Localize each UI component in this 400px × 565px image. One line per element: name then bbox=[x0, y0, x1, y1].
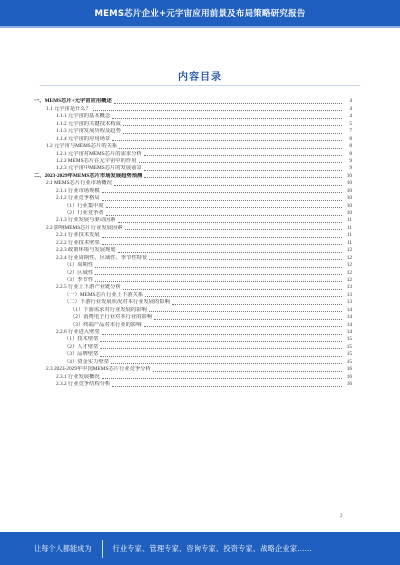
toc-entry-page: 14 bbox=[346, 314, 352, 321]
toc-entry[interactable] bbox=[34, 187, 352, 194]
toc-entry-page: 9 bbox=[349, 165, 352, 172]
toc-leader-dots bbox=[139, 162, 343, 163]
toc-leader-dots bbox=[119, 148, 342, 149]
toc-entry-label: 1.2.2 MEMS芯片在元宇宙中的作用 bbox=[56, 157, 137, 164]
toc-entry-label: 2.1.1 行业市场规模 bbox=[56, 187, 100, 194]
toc-entry[interactable] bbox=[34, 366, 352, 373]
toc-entry-label: （2）人才壁垒 bbox=[64, 343, 99, 350]
toc-entry-label: （3）终端产品对本行业的影响 bbox=[70, 321, 142, 328]
toc-entry[interactable] bbox=[34, 98, 352, 105]
report-footer bbox=[0, 532, 400, 565]
toc-entry-page: 5 bbox=[349, 120, 352, 127]
toc-entry-page: 4 bbox=[349, 98, 352, 105]
toc-entry-label: 2.2.2 行业技术壁垒 bbox=[56, 239, 100, 246]
toc-entry-page: 15 bbox=[346, 358, 352, 365]
toc-entry-label: 2.1.2 行业竞争格局 bbox=[56, 195, 100, 202]
toc-entry-page: 15 bbox=[346, 351, 352, 358]
toc-entry-page: 14 bbox=[346, 321, 352, 328]
toc-leader-dots bbox=[123, 289, 342, 290]
toc-entry[interactable] bbox=[34, 262, 352, 269]
toc-leader-dots bbox=[102, 192, 342, 193]
page-number: 2 bbox=[340, 514, 343, 519]
toc-entry-label: 1.1 元宇宙是什么？ bbox=[46, 105, 92, 112]
report-header bbox=[0, 0, 400, 26]
toc-entry-label: 2.3 2023-2029年中国MEMS芯片行业竞争分析 bbox=[46, 366, 151, 373]
toc-leader-dots bbox=[125, 229, 342, 230]
toc-entry[interactable] bbox=[34, 239, 352, 246]
toc-entry[interactable] bbox=[34, 373, 352, 380]
toc-entry-page: 13 bbox=[346, 284, 352, 291]
toc-entry-label: （2）消费电子行业对本行业的影响 bbox=[70, 314, 153, 321]
toc-entry-page: 11 bbox=[346, 232, 352, 239]
toc-entry[interactable] bbox=[34, 381, 352, 388]
toc-entry-page: 4 bbox=[349, 105, 352, 112]
toc-entry[interactable] bbox=[34, 143, 352, 150]
header-rule bbox=[0, 26, 400, 28]
toc-entry-label: 2.2.3 政策环境与发展规划 bbox=[56, 247, 116, 254]
toc-entry[interactable] bbox=[34, 299, 352, 306]
toc-entry-page: 16 bbox=[346, 366, 352, 373]
toc-entry-label: 1.2.3 元宇宙中MEMS芯片的发展前景 bbox=[56, 165, 142, 172]
toc-entry-page: 7 bbox=[349, 128, 352, 135]
toc-entry[interactable] bbox=[34, 232, 352, 239]
toc-entry[interactable] bbox=[34, 105, 352, 112]
toc-entry[interactable] bbox=[34, 254, 352, 261]
toc-entry-label: 1.1.3 元宇宙发展历程及趋势 bbox=[56, 128, 121, 135]
toc-heading-rule bbox=[40, 85, 360, 86]
toc-leader-dots bbox=[100, 341, 342, 342]
toc-entry-label: 2.1.3 行业发展与驱动因素 bbox=[56, 217, 116, 224]
toc-leader-dots bbox=[112, 386, 342, 387]
toc-entry-page: 13 bbox=[346, 299, 352, 306]
toc-leader-dots bbox=[145, 296, 342, 297]
toc-entry-label: 2.2 影响MEMS芯片行业发展因素 bbox=[46, 224, 123, 231]
toc-leader-dots bbox=[102, 200, 342, 201]
toc-entry[interactable] bbox=[34, 150, 352, 157]
toc-leader-dots bbox=[149, 311, 342, 312]
toc-entry-label: 2.1 MEMS芯片行业市场概况 bbox=[46, 180, 112, 187]
toc-entry-label: 一、MEMS芯片+元宇宙应用概述 bbox=[34, 98, 112, 105]
toc-entry[interactable] bbox=[34, 351, 352, 358]
toc-leader-dots bbox=[102, 378, 342, 379]
toc-entry[interactable] bbox=[34, 158, 352, 165]
toc-entry-label: 2.2.5 行业上下游产业链分析 bbox=[56, 284, 121, 291]
toc-leader-dots bbox=[111, 363, 342, 364]
table-of-contents bbox=[34, 98, 352, 388]
toc-leader-dots bbox=[102, 334, 342, 335]
toc-leader-dots bbox=[100, 348, 342, 349]
toc-entry-label: 2.2.4 行业周期性、区域性、季节性特征 bbox=[56, 254, 148, 261]
toc-entry[interactable] bbox=[34, 224, 352, 231]
toc-entry-page: 10 bbox=[346, 210, 352, 216]
toc-entry-label: 2.2.6 行业进入壁垒 bbox=[56, 329, 100, 335]
footer-divider bbox=[102, 540, 103, 558]
toc-leader-dots bbox=[95, 267, 342, 268]
toc-leader-dots bbox=[93, 110, 342, 111]
toc-leader-dots bbox=[106, 215, 342, 216]
toc-leader-dots bbox=[144, 177, 342, 178]
toc-entry-page: 14 bbox=[346, 306, 352, 313]
toc-leader-dots bbox=[118, 252, 342, 253]
toc-entry-page: 10 bbox=[346, 172, 352, 179]
toc-leader-dots bbox=[114, 103, 342, 104]
toc-entry-page: 13 bbox=[346, 291, 352, 298]
toc-leader-dots bbox=[95, 281, 342, 282]
toc-leader-dots bbox=[102, 237, 342, 238]
toc-entry[interactable] bbox=[34, 284, 352, 291]
toc-entry-label: （1）技术壁垒 bbox=[64, 336, 99, 343]
toc-entry[interactable] bbox=[34, 210, 352, 217]
toc-entry-page: 16 bbox=[346, 381, 352, 388]
toc-leader-dots bbox=[123, 133, 342, 134]
toc-leader-dots bbox=[144, 326, 342, 327]
toc-leader-dots bbox=[149, 259, 342, 260]
toc-entry[interactable] bbox=[34, 172, 352, 179]
toc-entry-label: 2.2.1 行业技术发展 bbox=[56, 232, 100, 239]
toc-entry[interactable] bbox=[34, 321, 352, 328]
toc-entry-label: （1）周期性 bbox=[64, 262, 94, 269]
toc-entry-page: 11 bbox=[346, 224, 352, 231]
toc-entry-label: （2）区域性 bbox=[64, 269, 94, 276]
footer-slogan-left: 让每个人都能成为 bbox=[34, 543, 92, 553]
toc-entry[interactable] bbox=[34, 336, 352, 343]
toc-leader-dots bbox=[95, 274, 342, 275]
toc-leader-dots bbox=[154, 319, 342, 320]
toc-entry[interactable] bbox=[34, 358, 352, 365]
toc-leader-dots bbox=[102, 244, 342, 245]
toc-entry[interactable] bbox=[34, 165, 352, 172]
toc-entry-page: 10 bbox=[346, 187, 352, 194]
toc-entry-label: 二、2023-2029年MEMS芯片市场发展趋势预测 bbox=[34, 172, 143, 179]
toc-entry-page: 9 bbox=[349, 157, 352, 164]
toc-entry[interactable] bbox=[34, 195, 352, 202]
toc-entry[interactable] bbox=[34, 314, 352, 321]
toc-entry[interactable] bbox=[34, 135, 352, 142]
toc-entry-label: （一）MEMS芯片行业上下游关系 bbox=[64, 291, 144, 298]
toc-entry[interactable] bbox=[34, 180, 352, 187]
toc-entry-page: 8 bbox=[349, 143, 352, 150]
toc-entry-label: （4）资金实力壁垒 bbox=[64, 358, 110, 365]
toc-leader-dots bbox=[153, 371, 342, 372]
toc-entry-page: 8 bbox=[349, 150, 352, 157]
toc-entry[interactable] bbox=[34, 329, 352, 336]
toc-entry[interactable] bbox=[34, 269, 352, 276]
toc-entry-page: 11 bbox=[346, 239, 352, 246]
toc-leader-dots bbox=[106, 207, 342, 208]
toc-entry-label: 1.2 元宇宙与MEMS芯片的关系 bbox=[46, 143, 118, 150]
toc-entry[interactable] bbox=[34, 120, 352, 127]
toc-entry-page: 15 bbox=[346, 336, 352, 343]
toc-entry[interactable] bbox=[34, 291, 352, 298]
toc-entry-page: 12 bbox=[346, 262, 352, 269]
toc-leader-dots bbox=[144, 170, 342, 171]
toc-entry-label: （1）行业集中度 bbox=[64, 202, 104, 209]
toc-entry[interactable] bbox=[34, 113, 352, 120]
toc-entry[interactable] bbox=[34, 202, 352, 209]
toc-entry-label: 1.1.1 元宇宙的基本概念 bbox=[56, 113, 111, 120]
toc-entry-page: 10 bbox=[346, 202, 352, 209]
toc-entry-page: 12 bbox=[346, 254, 352, 261]
toc-entry[interactable] bbox=[34, 217, 352, 224]
toc-entry[interactable] bbox=[34, 277, 352, 284]
toc-entry[interactable] bbox=[34, 306, 352, 313]
toc-entry-page: 14 bbox=[346, 329, 352, 335]
toc-entry-page: 12 bbox=[346, 276, 352, 283]
toc-entry-page: 15 bbox=[346, 343, 352, 350]
toc-leader-dots bbox=[172, 304, 342, 305]
toc-entry-page: 11 bbox=[346, 217, 352, 224]
toc-entry-label: 2.3.1 行业发展概况 bbox=[56, 373, 100, 380]
toc-leader-dots bbox=[123, 125, 342, 126]
toc-leader-dots bbox=[144, 155, 342, 156]
toc-entry-label: 2.3.2 行业竞争结构分析 bbox=[56, 381, 111, 388]
toc-entry-label: （3）季节性 bbox=[64, 276, 94, 283]
toc-entry-label: （3）品牌壁垒 bbox=[64, 351, 99, 358]
toc-entry[interactable] bbox=[34, 343, 352, 350]
toc-leader-dots bbox=[100, 356, 342, 357]
toc-entry-page: 10 bbox=[346, 195, 352, 202]
toc-entry-page: 10 bbox=[346, 180, 352, 187]
toc-entry-label: 1.1.2 元宇宙的关键技术构成 bbox=[56, 120, 121, 127]
toc-leader-dots bbox=[118, 222, 342, 223]
toc-leader-dots bbox=[112, 118, 342, 119]
toc-entry-page: 12 bbox=[346, 269, 352, 276]
toc-entry-label: 1.2.1 元宇宙对MEMS芯片的需求分析 bbox=[56, 150, 142, 157]
toc-entry[interactable] bbox=[34, 128, 352, 135]
toc-entry-label: 1.1.4 元宇宙的应用场景 bbox=[56, 135, 111, 142]
toc-heading: 内容目录 bbox=[178, 72, 222, 83]
toc-entry-label: （2）行业竞争者 bbox=[64, 210, 104, 216]
toc-entry-page: 8 bbox=[349, 135, 352, 142]
toc-entry-page: 12 bbox=[346, 247, 352, 254]
toc-entry-page: 16 bbox=[346, 373, 352, 380]
toc-entry-label: （二）下游行业发展状况对本行业发展的影响 bbox=[64, 299, 170, 306]
report-title: MEMS芯片企业+元宇宙应用前景及布局策略研究报告 bbox=[94, 9, 306, 19]
toc-entry[interactable] bbox=[34, 247, 352, 254]
toc-entry-label: （1）下游需求对行业发展的影响 bbox=[70, 306, 147, 313]
footer-slogan-right: 行业专家、管理专家、咨询专家、投资专家、战略企业家…… bbox=[112, 543, 312, 553]
toc-entry-page: 4 bbox=[349, 113, 352, 120]
toc-leader-dots bbox=[112, 140, 342, 141]
toc-leader-dots bbox=[114, 185, 342, 186]
